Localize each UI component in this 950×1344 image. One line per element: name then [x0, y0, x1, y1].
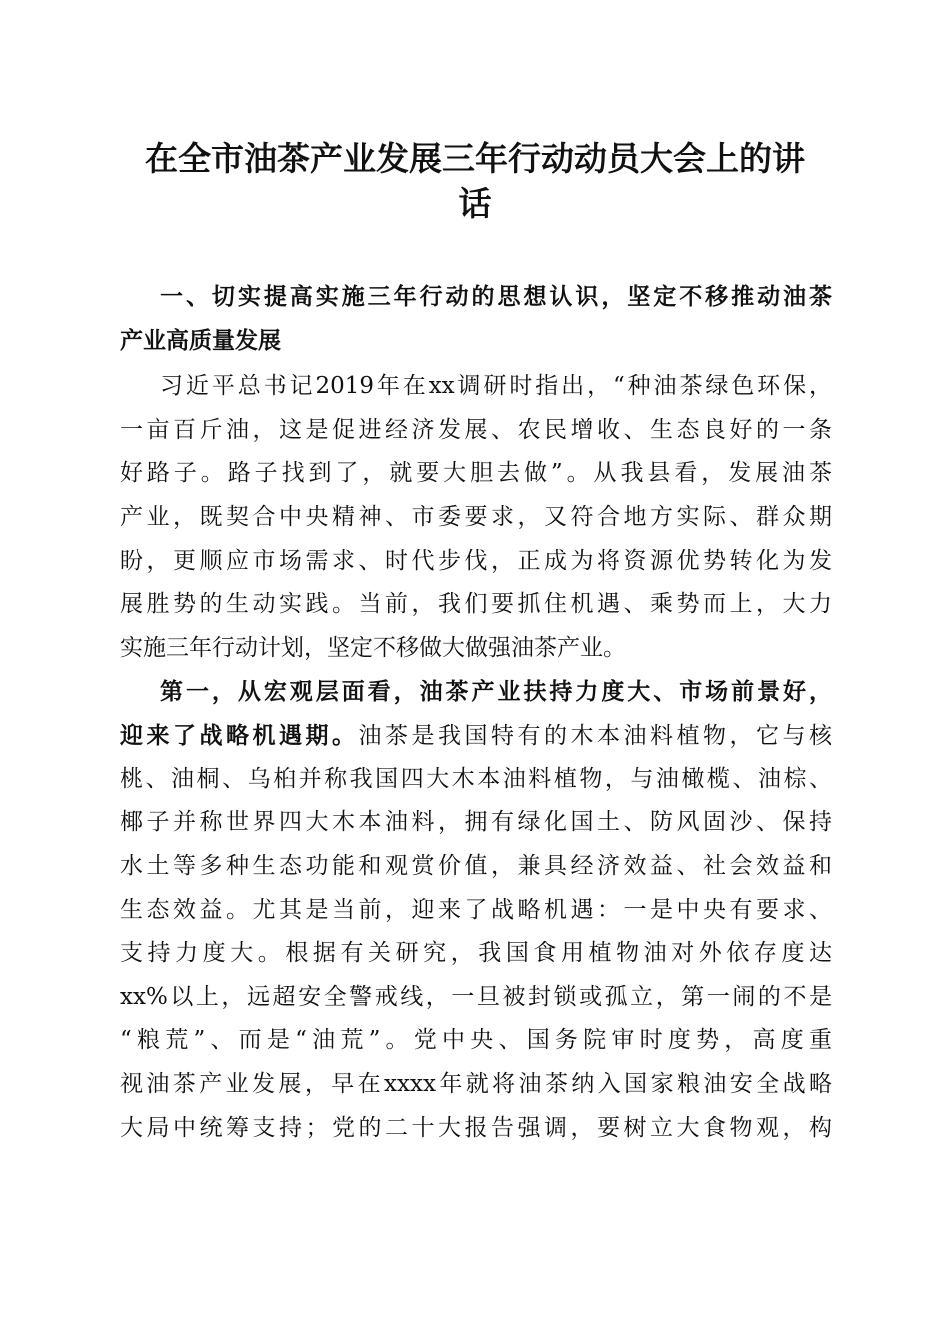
paragraph-line: “粮荒”、而是“油荒”。党中央、国务院审时度势，高度重: [120, 1027, 832, 1053]
paragraph-line: 水土等多种生态功能和观赏价值，兼具经济效益、社会效益和: [120, 853, 832, 879]
document-title: [100, 136, 850, 226]
paragraph-line: 视油茶产业发展，早在xxxx年就将油茶纳入国家粮油安全战略: [120, 1071, 832, 1097]
paragraph-line: 椰子并称世界四大木本油料，拥有绿化国土、防风固沙、保持: [120, 809, 832, 835]
paragraph-line: 桃、油桐、乌桕并称我国四大木本油料植物，与油橄榄、油棕、: [120, 766, 832, 792]
paragraph-line: 支持力度大。根据有关研究，我国食用植物油对外依存度达: [120, 940, 832, 966]
paragraph-line: 大局中统筹支持；党的二十大报告强调，要树立大食物观，构: [120, 1115, 832, 1141]
paragraph-line: 产业，既契合中央精神、市委要求，又符合地方实际、群众期: [120, 504, 832, 530]
paragraph-line: 一亩百斤油，这是促进经济发展、农民增收、生态良好的一条: [120, 417, 832, 443]
line-rest: 油茶是我国特有的木本油料植物，它与核: [358, 723, 832, 749]
section-heading-line-2: 产业高质量发展: [120, 328, 281, 354]
section-heading-line-1: 一、切实提高实施三年行动的思想认识，坚定不移推动油茶: [160, 284, 832, 310]
paragraph-line: 好路子。路子找到了，就要大胆去做”。从我县看，发展油茶: [120, 460, 832, 486]
paragraph-line: 展胜势的生动实践。当前，我们要抓住机遇、乘势而上，大力: [120, 591, 832, 617]
paragraph-line: 盼，更顺应市场需求、时代步伐，正成为将资源优势转化为发: [120, 548, 832, 574]
paragraph-line: 生态效益。尤其是当前，迎来了战略机遇：一是中央有要求、: [120, 897, 832, 923]
title-line-1: 在全市油茶产业发展三年行动动员大会上的讲: [145, 139, 805, 178]
paragraph-bold-line: 第一，从宏观层面看，油茶产业扶持力度大、市场前景好，: [160, 678, 832, 705]
paragraph-line: 习近平总书记2019年在xx调研时指出，“种油茶绿色环保，: [160, 373, 832, 399]
paragraph-line: [120, 714, 832, 758]
bold-lead: 迎来了战略机遇期。: [120, 722, 359, 749]
paragraph-line: 实施三年行动计划，坚定不移做大做强油茶产业。: [120, 635, 626, 661]
paragraph-line: xx%以上，远超安全警戒线，一旦被封锁或孤立，第一闹的不是: [120, 984, 832, 1010]
title-line-2: 话: [458, 184, 492, 223]
